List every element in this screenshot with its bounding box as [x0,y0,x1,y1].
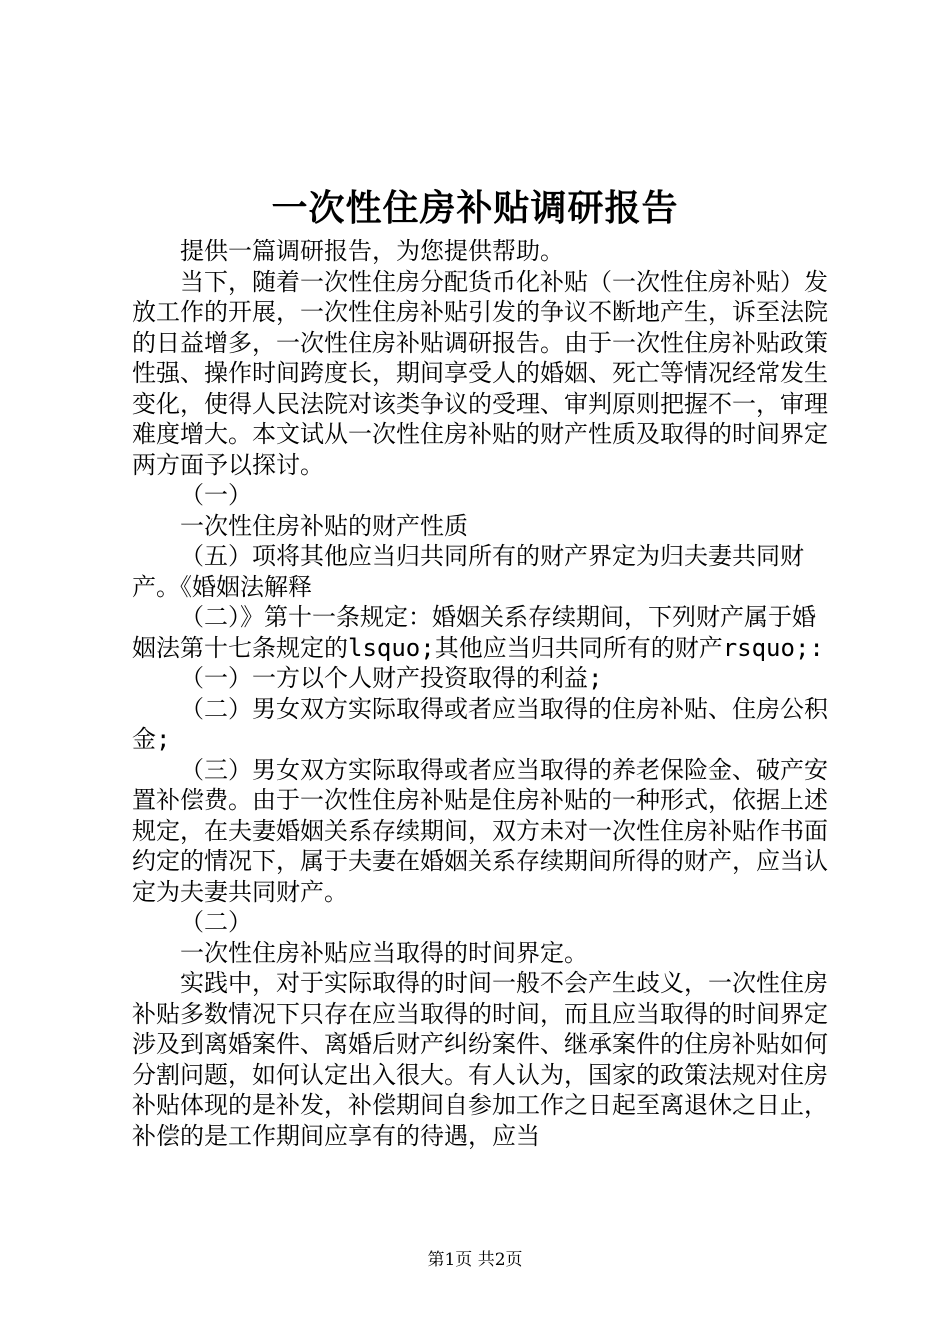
paragraph-12: 实践中，对于实际取得的时间一般不会产生歧义，一次性住房补贴多数情况下只存在应当取得的时间，而且应当取得的时间界定涉及到离婚案件、离婚后财产纠纷案件、继承案件的住房补贴如何分割问题，如何认定出入很大。有人认为，国家的政策法规对住房补贴体现的是补发，补偿期间自参加工作之日起至离退休之日止，补偿的是工作期间应享有的待遇，应当 [132,969,828,1150]
paragraph-2: 当下，随着一次性住房分配货币化补贴（一次性住房补贴）发放工作的开展，一次性住房补贴引发的争议不断地产生，诉至法院的日益增多，一次性住房补贴调研报告。由于一次性住房补贴政策性强、操作时间跨度长，期间享受人的婚姻、死亡等情况经常发生变化，使得人民法院对该类争议的受理、审判原则把握不一，审理难度增大。本文试从一次性住房补贴的财产性质及取得的时间界定两方面予以探讨。 [132,267,828,479]
paragraph-11: 一次性住房补贴应当取得的时间界定。 [180,938,588,967]
paragraph-1: 提供一篇调研报告，为您提供帮助。 [180,237,564,265]
paragraph-6: （二）》第十一条规定：婚姻关系存续期间，下列财产属于婚姻法第十七条规定的lsquo;其他应当归共同所有的财产rsquo;: [132,603,824,662]
paragraph-3: （一） [180,481,252,509]
paragraph-8: （二）男女双方实际取得或者应当取得的住房补贴、住房公积金; [132,694,828,753]
paragraph-9: （三）男女双方实际取得或者应当取得的养老保险金、破产安置补偿费。由于一次性住房补贴是住房补贴的一种形式，依据上述规定，在夫妻婚姻关系存续期间，双方未对一次性住房补贴作书面约定的情况下，属于夫妻在婚姻关系存续期间所得的财产，应当认定为夫妻共同财产。 [132,755,828,906]
paragraph-4: 一次性住房补贴的财产性质 [180,511,468,540]
document-title: 一次性住房补贴调研报告 [271,187,679,229]
paragraph-5: （五）项将其他应当归共同所有的财产界定为归夫妻共同财产。《婚姻法解释 [132,542,804,601]
document-body [132,236,832,1151]
page-number-footer: 第1页 共2页 [427,1250,523,1270]
paragraph-10: （二） [180,908,252,936]
paragraph-7: （一）一方以个人财产投资取得的利益; [180,664,603,692]
